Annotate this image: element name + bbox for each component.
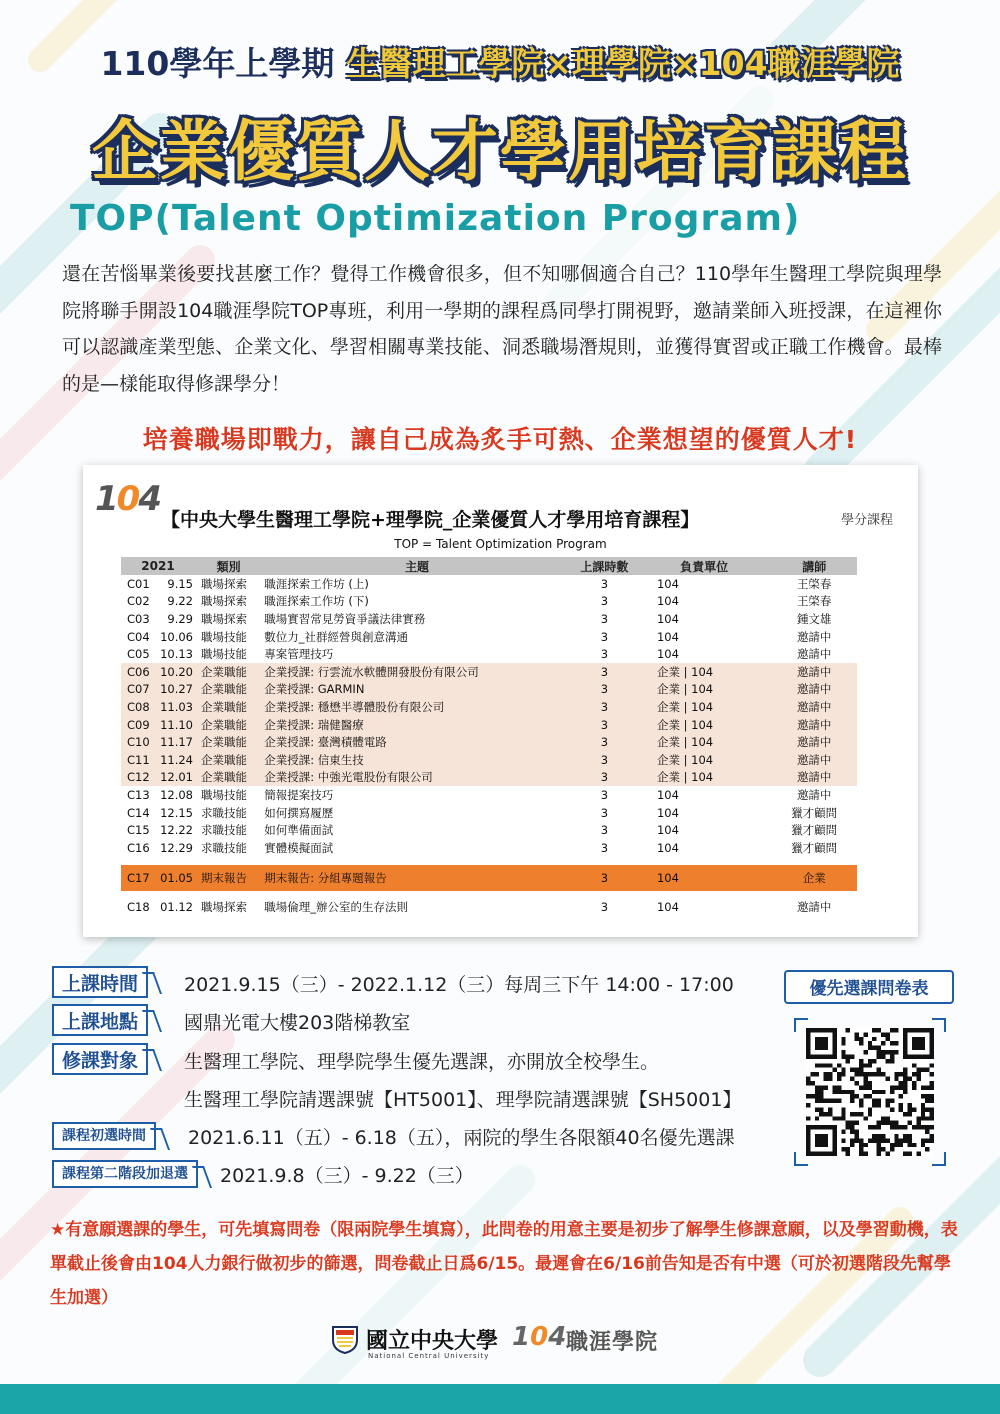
course-hours: 3 — [600, 900, 609, 915]
qr-corner — [932, 1152, 946, 1166]
row-gap — [121, 857, 857, 865]
course-id: C02 — [127, 594, 150, 609]
program-title: TOP(Talent Optimization Program) — [70, 198, 801, 239]
course-teacher: 獵才顧問 — [791, 840, 838, 855]
course-id: C06 — [121, 663, 152, 681]
table-row — [121, 610, 857, 628]
course-teacher: 邀請中 — [796, 900, 832, 915]
course-id: C04 — [127, 629, 150, 644]
course-id: C07 — [121, 681, 152, 699]
course-category: 職場技能 — [201, 647, 247, 662]
table-row — [121, 865, 857, 891]
career-school-name: 職涯學院 — [566, 1330, 659, 1355]
time-label: 上課時間 — [52, 966, 148, 998]
course-category: 期末報告 — [195, 865, 262, 891]
table-row — [121, 821, 857, 839]
course-hours: 3 — [600, 629, 609, 644]
course-unit: 企業 | 104 — [637, 663, 771, 681]
course-id: C05 — [127, 647, 150, 662]
course-hours: 3 — [600, 787, 609, 802]
course-unit: 企業 | 104 — [637, 733, 771, 751]
table-row — [121, 839, 857, 857]
intro-paragraph: 還在苦惱畢業後要找甚麼工作？覺得工作機會很多，但不知哪個適合自己？110學年生醫理工學院與理學院將聯手開設104職涯學院TOP專班，利用一學期的課程爲同學打開視野，邀請業師入班授課，在這裡你可以認識產業型態、企業文化、學習相關專業技能、洞悉職場潛規則，並獲得實習或正職工作機會。最棒的是—樣能取得修課學分！ — [62, 263, 942, 395]
table-row — [121, 663, 857, 681]
course-date: 9.22 — [167, 594, 193, 609]
course-id: C18 — [127, 900, 150, 915]
course-id: C16 — [127, 840, 150, 855]
course-teacher: 獵才顧問 — [791, 823, 838, 838]
col-topic: 主題 — [262, 557, 572, 575]
course-date: 12.15 — [160, 805, 193, 820]
course-unit: 企業 | 104 — [637, 769, 771, 787]
course-hours: 3 — [600, 647, 609, 662]
course-category: 企業職能 — [195, 663, 262, 681]
course-topic: 如何準備面試 — [264, 823, 334, 838]
place-label: 上課地點 — [52, 1004, 148, 1036]
course-unit: 企業 | 104 — [637, 751, 771, 769]
course-id: C14 — [127, 805, 150, 820]
course-unit: 104 — [656, 805, 679, 820]
course-hours: 3 — [572, 681, 637, 699]
course-hours: 3 — [600, 576, 609, 591]
col-year: 2021 — [121, 557, 195, 575]
course-date: 9.15 — [167, 576, 193, 591]
table-row — [121, 733, 857, 751]
course-category: 企業職能 — [195, 751, 262, 769]
course-category: 職場技能 — [201, 629, 247, 644]
course-teacher: 邀請中 — [771, 769, 857, 787]
notice-text: ★有意願選課的學生，可先填寫問卷（限兩院學生填寫），此問卷的用意主要是初步了解學生修課意願，以及學習動機，表單截止後會由104人力銀行做初步的篩選，問卷截止日爲6/15。最遲會在6/16前告知是否有中選（可於初選階段先幫學生加選） — [50, 1220, 958, 1308]
course-topic: 如何撰寫履歷 — [264, 805, 334, 820]
course-topic: 企業授課: 瑞健醫療 — [262, 716, 572, 734]
schedule-table — [121, 557, 857, 916]
course-id: C09 — [121, 716, 152, 734]
credit-label: 學分課程 — [841, 513, 894, 528]
course-unit: 104 — [656, 900, 679, 915]
course-id: C10 — [121, 733, 152, 751]
table-row — [121, 681, 857, 699]
course-teacher: 鍾文雄 — [796, 611, 832, 626]
table-row — [121, 804, 857, 822]
course-teacher: 邀請中 — [796, 629, 832, 644]
course-date: 01.05 — [152, 865, 195, 891]
ncu-name: 國立中央大學 — [366, 1328, 499, 1354]
course-topic: 簡報提案技巧 — [264, 787, 334, 802]
col-teacher: 講師 — [771, 557, 857, 575]
course-category: 企業職能 — [195, 716, 262, 734]
course-date: 11.24 — [152, 751, 195, 769]
course-category: 職場探索 — [201, 611, 247, 626]
course-codes: 生醫理工學院請選課號【HT5001】、理學院請選課號【SH5001】 — [184, 1089, 742, 1111]
place-value: 國鼎光電大樓203階梯教室 — [184, 1012, 411, 1034]
ncu-english-name: National Central University — [368, 1352, 490, 1360]
schedule-card — [83, 465, 918, 937]
course-category: 求職技能 — [201, 823, 247, 838]
course-id: C17 — [121, 865, 152, 891]
col-hours: 上課時數 — [572, 557, 637, 575]
add-drop-value: 2021.9.8（三）- 9.22（三） — [220, 1165, 474, 1187]
course-hours: 3 — [600, 611, 609, 626]
bottom-bar — [0, 1384, 1000, 1414]
course-category: 職場探索 — [201, 594, 247, 609]
course-date: 9.29 — [167, 611, 193, 626]
course-hours: 3 — [600, 823, 609, 838]
course-id: C12 — [121, 769, 152, 787]
course-teacher: 邀請中 — [796, 647, 832, 662]
course-id: C11 — [121, 751, 152, 769]
course-category: 求職技能 — [201, 805, 247, 820]
course-id: C13 — [127, 787, 150, 802]
col-unit: 負責單位 — [637, 557, 771, 575]
course-teacher: 邀請中 — [771, 733, 857, 751]
course-id: C15 — [127, 823, 150, 838]
row-gap — [121, 891, 857, 899]
course-date: 10.13 — [160, 647, 193, 662]
course-teacher: 王棨春 — [796, 576, 832, 591]
course-topic: 企業授課: 穩懋半導體股份有限公司 — [262, 698, 572, 716]
course-category: 職場探索 — [201, 900, 247, 915]
course-unit: 企業 | 104 — [637, 681, 771, 699]
schedule-body — [121, 575, 857, 916]
course-topic: 職場倫理_辦公室的生存法則 — [264, 900, 408, 915]
course-hours: 3 — [572, 716, 637, 734]
qr-corner — [932, 1018, 946, 1032]
colleges-text: 生醫理工學院×理學院×104職涯學院 — [346, 44, 900, 83]
table-row — [121, 769, 857, 787]
course-topic: 企業授課: GARMIN — [262, 681, 572, 699]
course-topic: 數位力_社群經營與創意溝通 — [264, 629, 408, 644]
course-category: 企業職能 — [195, 769, 262, 787]
course-id: C01 — [127, 576, 150, 591]
course-id: C03 — [127, 611, 150, 626]
course-teacher: 獵才顧問 — [791, 805, 838, 820]
course-teacher: 邀請中 — [771, 751, 857, 769]
ncu-seal-icon — [330, 1324, 360, 1354]
course-date: 12.22 — [160, 823, 193, 838]
schedule-title: 【中央大學生醫理工學院+理學院_企業優質人才學用培育課程】 — [161, 509, 700, 531]
course-unit: 104 — [656, 787, 679, 802]
pre-select-value: 2021.6.11（五）- 6.18（五），兩院的學生各限額40名優先選課 — [188, 1127, 735, 1149]
course-hours: 3 — [572, 698, 637, 716]
course-unit: 104 — [656, 576, 679, 591]
time-value: 2021.9.15（三）- 2022.1.12（三）每周三下午 14:00 - 17:00 — [184, 974, 734, 996]
add-drop-label: 課程第二階段加退選 — [52, 1160, 198, 1188]
course-hours: 3 — [572, 663, 637, 681]
table-row — [121, 628, 857, 646]
pre-select-label: 課程初選時間 — [52, 1122, 156, 1150]
table-row — [121, 899, 857, 917]
course-teacher: 王棨春 — [796, 594, 832, 609]
course-hours: 3 — [572, 769, 637, 787]
course-date: 01.12 — [160, 900, 193, 915]
course-unit: 企業 | 104 — [637, 698, 771, 716]
course-date: 12.08 — [160, 787, 193, 802]
course-unit: 企業 | 104 — [637, 716, 771, 734]
104-logo: 104 — [95, 479, 161, 519]
course-topic: 專案管理技巧 — [264, 647, 334, 662]
col-category: 類別 — [195, 557, 262, 575]
table-row — [121, 751, 857, 769]
course-date: 10.27 — [152, 681, 195, 699]
table-row — [121, 645, 857, 663]
semester-text: 110學年上學期 — [100, 44, 335, 83]
table-row — [121, 786, 857, 804]
course-topic: 期末報告: 分組專題報告 — [262, 865, 572, 891]
course-topic: 職涯探索工作坊 (上) — [264, 576, 369, 591]
course-unit: 104 — [656, 594, 679, 609]
course-category: 企業職能 — [195, 698, 262, 716]
course-topic: 職場實習常見勞資爭議法律實務 — [264, 611, 426, 626]
course-teacher: 邀請中 — [796, 787, 832, 802]
table-row — [121, 575, 857, 593]
footer-logos — [0, 1322, 1000, 1362]
table-row — [121, 593, 857, 611]
table-row — [121, 698, 857, 716]
course-teacher: 邀請中 — [771, 698, 857, 716]
course-teacher: 邀請中 — [771, 663, 857, 681]
footer-104-logo: 104 — [512, 1322, 567, 1352]
course-topic: 職涯探索工作坊 (下) — [264, 594, 369, 609]
course-date: 12.01 — [152, 769, 195, 787]
course-teacher: 邀請中 — [771, 681, 857, 699]
course-unit: 104 — [656, 647, 679, 662]
course-unit: 104 — [656, 629, 679, 644]
course-hours: 3 — [600, 594, 609, 609]
course-hours: 3 — [600, 840, 609, 855]
course-topic: 企業授課: 信東生技 — [262, 751, 572, 769]
qr-label: 優先選課問卷表 — [784, 970, 954, 1004]
course-topic: 企業授課: 臺灣積體電路 — [262, 733, 572, 751]
course-unit: 104 — [656, 840, 679, 855]
table-row — [121, 716, 857, 734]
slogan: 培養職場即戰力，讓自己成為炙手可熱、企業想望的優質人才! — [142, 425, 858, 454]
target-value: 生醫理工學院、理學院學生優先選課，亦開放全校學生。 — [184, 1051, 660, 1073]
page-title: 企業優質人才學用培育課程 — [92, 113, 908, 190]
course-unit: 104 — [637, 865, 771, 891]
course-date: 11.03 — [152, 698, 195, 716]
course-hours: 3 — [572, 751, 637, 769]
course-hours: 3 — [572, 733, 637, 751]
header-line — [0, 38, 1000, 85]
target-label: 修課對象 — [52, 1043, 148, 1075]
course-date: 11.17 — [152, 733, 195, 751]
course-topic: 企業授課: 中強光電股份有限公司 — [262, 769, 572, 787]
schedule-subtitle: TOP = Talent Optimization Program — [394, 537, 607, 551]
table-header-row — [121, 557, 857, 575]
course-category: 職場技能 — [201, 787, 247, 802]
qr-code[interactable] — [806, 1028, 934, 1156]
course-hours: 3 — [600, 805, 609, 820]
course-date: 12.29 — [160, 840, 193, 855]
course-teacher: 企業 — [771, 865, 857, 891]
course-teacher: 邀請中 — [771, 716, 857, 734]
course-id: C08 — [121, 698, 152, 716]
course-category: 求職技能 — [201, 840, 247, 855]
course-unit: 104 — [656, 823, 679, 838]
course-unit: 104 — [656, 611, 679, 626]
course-hours: 3 — [572, 865, 637, 891]
course-category: 企業職能 — [195, 681, 262, 699]
course-date: 11.10 — [152, 716, 195, 734]
qr-section — [784, 970, 954, 1185]
qr-frame — [794, 1018, 946, 1166]
course-category: 企業職能 — [195, 733, 262, 751]
course-topic: 企業授課: 行雲流水軟體開發股份有限公司 — [262, 663, 572, 681]
course-date: 10.06 — [160, 629, 193, 644]
course-category: 職場探索 — [201, 576, 247, 591]
course-date: 10.20 — [152, 663, 195, 681]
course-topic: 實體模擬面試 — [264, 840, 334, 855]
